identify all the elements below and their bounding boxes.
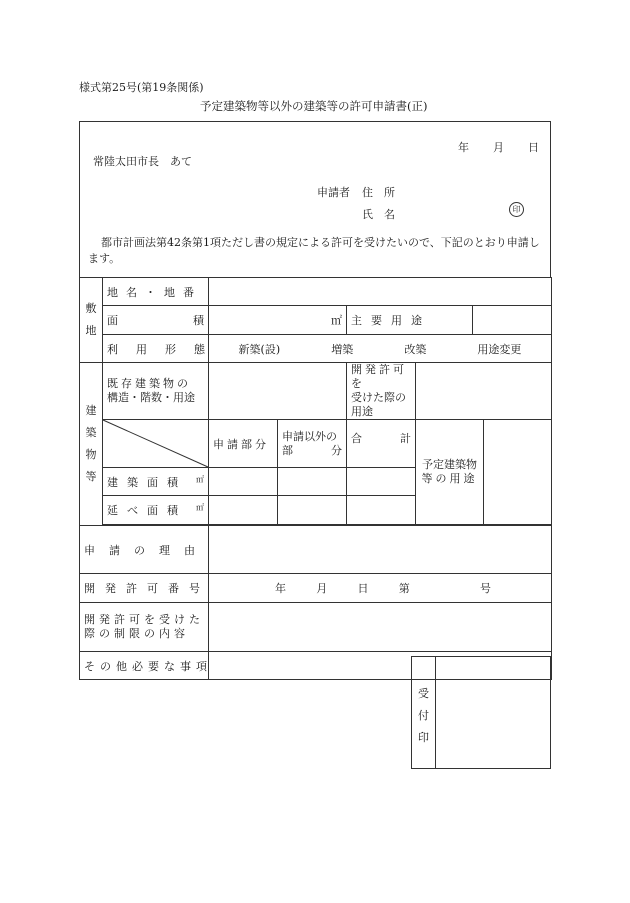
restriction-value[interactable] bbox=[209, 603, 552, 652]
building-area-applied[interactable] bbox=[209, 468, 278, 496]
date-day: 日 bbox=[528, 141, 539, 154]
applicant-label: 申請者 bbox=[317, 186, 350, 199]
lot-value[interactable] bbox=[209, 278, 552, 306]
form-number: 様式第25号(第19条関係) bbox=[79, 81, 204, 94]
permit-number-label: 開発許可番号 bbox=[80, 574, 209, 603]
reason-value[interactable] bbox=[209, 526, 552, 574]
date-month: 月 bbox=[493, 141, 504, 154]
existing-building-value[interactable] bbox=[209, 363, 347, 420]
addressee: 常陸太田市長 あて bbox=[93, 155, 192, 168]
diagonal-cell bbox=[103, 420, 209, 468]
col-applied-label: 申請部分 bbox=[209, 420, 278, 468]
usage-options bbox=[209, 335, 552, 363]
address-label: 住 所 bbox=[362, 186, 395, 199]
date-year: 年 bbox=[458, 141, 469, 154]
permitted-use-value[interactable] bbox=[416, 363, 552, 420]
restriction-label: 開発許可を受けた 際の制限の内容 bbox=[80, 603, 209, 652]
site-group-label: 敷地 bbox=[80, 278, 103, 363]
col-total-label: 合 計 bbox=[347, 420, 416, 468]
other-label: その他必要な事項 bbox=[80, 652, 209, 680]
area-value[interactable]: ㎡ bbox=[209, 306, 347, 335]
receipt-stamp-label: 受付印 bbox=[412, 657, 436, 768]
floor-area-label: 延べ面積 ㎡ bbox=[103, 496, 209, 525]
application-header bbox=[79, 121, 551, 277]
existing-building-label: 既存建築物の 構造・階数・用途 bbox=[103, 363, 209, 420]
application-table bbox=[79, 277, 552, 680]
planned-use-value[interactable] bbox=[484, 420, 552, 525]
col-other-label: 申請以外の 部 分 bbox=[278, 420, 347, 468]
building-area-other[interactable] bbox=[278, 468, 347, 496]
usage-option-change[interactable]: 用途変更 bbox=[477, 342, 522, 356]
name-label: 氏 名 bbox=[362, 208, 395, 221]
receipt-stamp-box bbox=[411, 656, 551, 769]
floor-area-applied[interactable] bbox=[209, 496, 278, 525]
usage-option-new[interactable]: 新築(設) bbox=[238, 342, 281, 356]
application-statement: 都市計画法第42条第1項ただし書の規定による許可を受けたいので、下記のとおり申請します。 bbox=[88, 236, 540, 265]
page-title: 予定建築物等以外の建築等の許可申請書(正) bbox=[200, 99, 428, 113]
seal-icon: 印 bbox=[509, 202, 524, 217]
area-label: 面 積 bbox=[103, 306, 209, 335]
main-use-value[interactable] bbox=[473, 306, 552, 335]
permit-number-value[interactable]: 年 月 日 第 号 bbox=[209, 574, 552, 603]
usage-option-extension[interactable]: 増築 bbox=[331, 342, 354, 356]
building-area-label: 建築面積 ㎡ bbox=[103, 468, 209, 496]
floor-area-total[interactable] bbox=[347, 496, 416, 525]
reason-label: 申請の理由 bbox=[80, 526, 209, 574]
permitted-use-label: 開発許可を 受けた際の用途 bbox=[347, 363, 416, 420]
planned-use-label: 予定建築物 等の用途 bbox=[416, 420, 484, 525]
floor-area-other[interactable] bbox=[278, 496, 347, 525]
building-group-label: 建築物等 bbox=[80, 363, 103, 526]
main-use-label: 主要用途 bbox=[347, 306, 473, 335]
lot-label: 地名・地番 bbox=[103, 278, 209, 306]
usage-form-label: 利用形態 bbox=[103, 335, 209, 363]
usage-option-renovation[interactable]: 改築 bbox=[404, 342, 427, 356]
building-area-total[interactable] bbox=[347, 468, 416, 496]
